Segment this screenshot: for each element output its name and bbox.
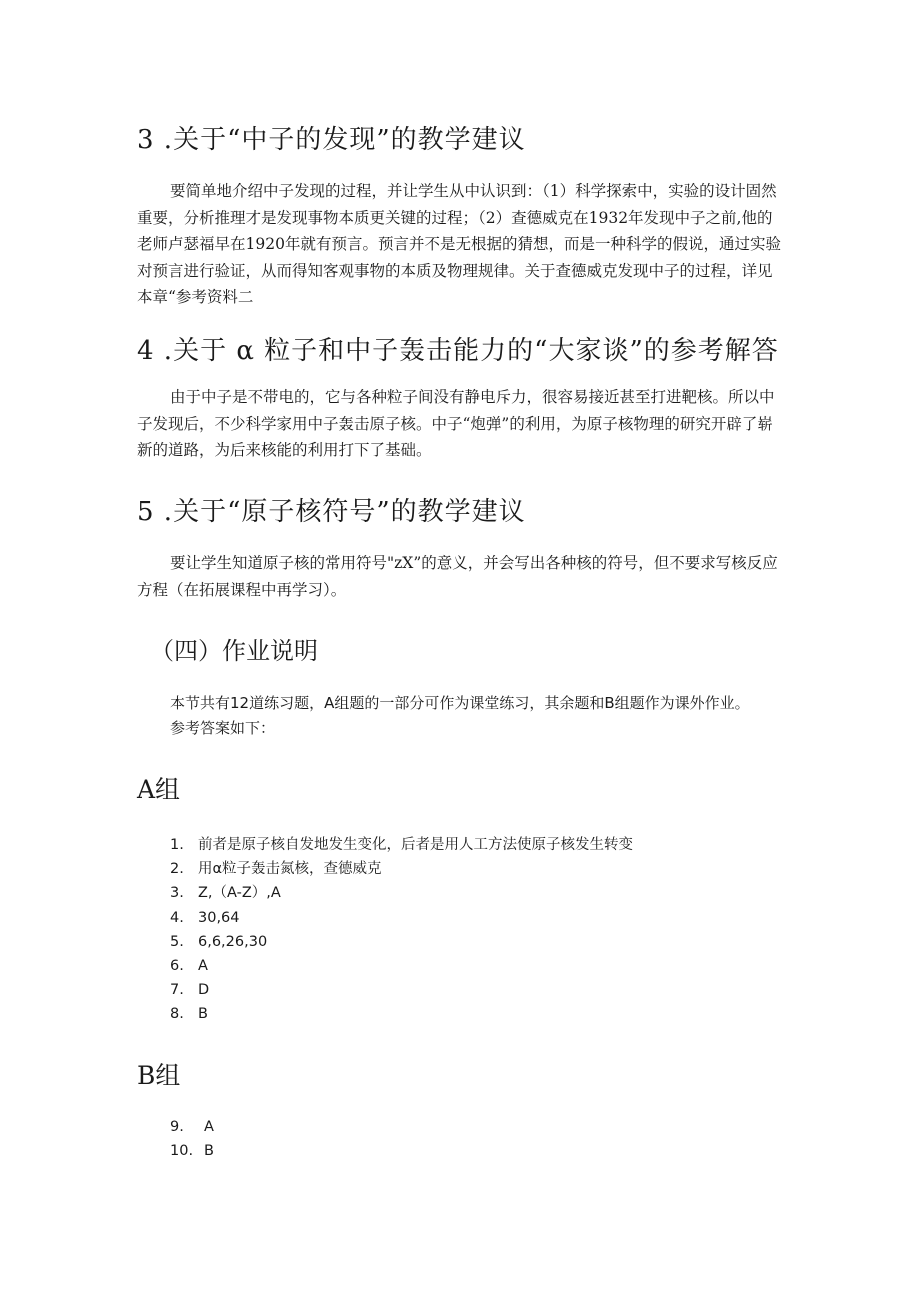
section-3-heading: 3 .关于“中子的发现”的教学建议 <box>137 125 526 155</box>
answer-number: 10. <box>170 1143 194 1160</box>
group-b-title: B组 <box>137 1061 181 1090</box>
answer-text: A <box>204 1119 214 1135</box>
group-a-title: A组 <box>137 775 181 804</box>
homework-body <box>170 691 790 741</box>
list-item <box>170 1115 214 1139</box>
list-item <box>170 857 633 881</box>
group-b-answer-list <box>170 1115 214 1163</box>
answer-text: 6,6,26,30 <box>198 933 268 950</box>
homework-line-1: 本节共有12道练习题，A组题的一部分可作为课堂练习，其余题和B组题作为课外作业。 <box>170 694 750 712</box>
list-item <box>170 978 633 1002</box>
section-4-heading: 4 .关于 α 粒子和中子轰击能力的“大家谈”的参考解答 <box>137 336 779 366</box>
answer-number: 2. <box>170 861 184 878</box>
homework-heading: （四）作业说明 <box>150 637 318 665</box>
answer-text: B <box>204 1143 214 1160</box>
group-a-answer-list <box>170 833 633 1027</box>
answer-number: 8. <box>170 1006 184 1023</box>
section-5-body <box>137 550 785 603</box>
answer-text: A <box>198 958 208 975</box>
list-item <box>170 833 633 857</box>
list-item <box>170 954 633 978</box>
answer-number: 6. <box>170 958 184 975</box>
answer-number: 1. <box>170 837 184 853</box>
answer-text: 前者是原子核自发地发生变化，后者是用人工方法使原子核发生转变 <box>198 837 633 853</box>
list-item <box>170 906 633 930</box>
answer-text: B <box>198 1006 208 1023</box>
answer-text: D <box>198 982 210 999</box>
answer-number: 9. <box>170 1119 184 1135</box>
homework-line-2: 参考答案如下： <box>170 719 276 737</box>
section-5-heading: 5 .关于“原子核符号”的教学建议 <box>137 497 526 527</box>
list-item <box>170 930 633 954</box>
answer-text: 用α粒子轰击氮核，查德威克 <box>198 861 382 878</box>
section-3-paragraph: 要简单地介绍中子发现的过程，并让学生从中认识到：（1）科学探索中，实验的设计固然重要，分析推理才是发现事物本质更关键的过程；（2）查德威克在1932年发现中子之前,他的老师卢瑟福早在1920年就有预言。预言并不是无根据的猜想，而是一种科学的假说，通过实验对预言进行验证，从而得知客观事物的本质及物理规律。关于查德威克发现中子的过程，详见本章“参考资料二 <box>137 182 781 306</box>
list-item <box>170 881 633 905</box>
section-4-body <box>137 384 785 464</box>
list-item <box>170 1139 214 1163</box>
answer-number: 5. <box>170 933 184 950</box>
answer-number: 4. <box>170 909 184 926</box>
answer-number: 7. <box>170 982 184 999</box>
answer-text: 30,64 <box>198 909 240 926</box>
section-4-paragraph: 由于中子是不带电的，它与各种粒子间没有静电斥力，很容易接近甚至打进靶核。所以中子发现后，不少科学家用中子轰击原子核。中子“炮弹”的利用，为原子核物理的研究开辟了崭新的道路，为后来核能的利用打下了基础。 <box>137 388 775 459</box>
answer-text: Z,（A-Z）,A <box>198 885 281 902</box>
section-5-paragraph: 要让学生知道原子核的常用符号"zX”的意义，并会写出各种核的符号，但不要求写核反应方程（在拓展课程中再学习）。 <box>137 554 778 599</box>
answer-number: 3. <box>170 885 184 902</box>
list-item <box>170 1002 633 1026</box>
section-3-body <box>137 178 785 311</box>
